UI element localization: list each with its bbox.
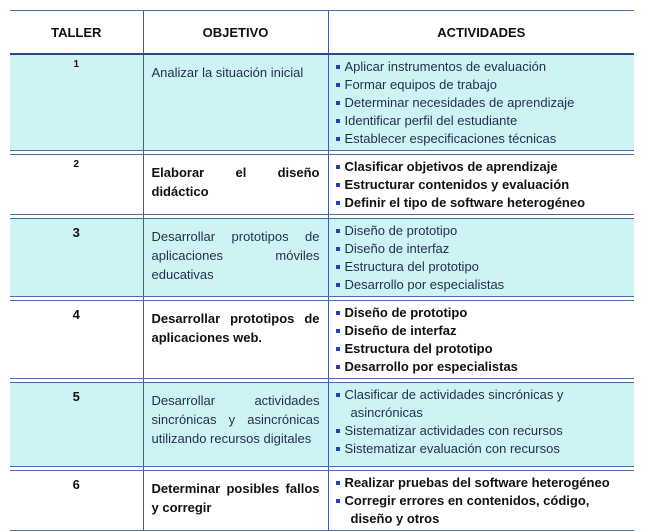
objetivo-cell: Desarrollar prototipos de aplicaciones móviles educativas xyxy=(143,219,328,297)
objetivo-cell: Desarrollar actividades sincrónicas y asincrónicas utilizando recursos digitales xyxy=(143,383,328,467)
list-item: Sistematizar actividades con recursos xyxy=(335,422,629,440)
taller-number: 2 xyxy=(10,155,143,215)
objetivo-cell: Determinar posibles fallos y corregir xyxy=(143,471,328,531)
taller-number: 3 xyxy=(10,219,143,297)
list-item: Diseño de prototipo xyxy=(335,304,629,322)
actividades-cell xyxy=(328,155,634,215)
list-item: Desarrollo por especialistas xyxy=(335,276,629,294)
actividades-cell xyxy=(328,219,634,297)
list-item: Estructura del prototipo xyxy=(335,258,629,276)
objetivo-cell: Elaborar el diseño didáctico xyxy=(143,155,328,215)
list-item: Determinar necesidades de aprendizaje xyxy=(335,94,629,112)
list-item: Diseño de interfaz xyxy=(335,322,629,340)
table-row xyxy=(10,301,634,379)
list-item: Clasificar objetivos de aprendizaje xyxy=(335,158,629,176)
list-item: Sistematizar evaluación con recursos xyxy=(335,440,629,458)
actividades-cell xyxy=(328,383,634,467)
list-item: Estructurar contenidos y evaluación xyxy=(335,176,629,194)
objetivo-cell: Desarrollar prototipos de aplicaciones web. xyxy=(143,301,328,379)
actividades-cell xyxy=(328,54,634,151)
taller-number: 1 xyxy=(10,54,143,151)
list-item: Formar equipos de trabajo xyxy=(335,76,629,94)
workshop-table-container xyxy=(10,10,634,531)
table-row xyxy=(10,54,634,151)
list-item-text: Clasificar de actividades sincrónicas y xyxy=(344,387,564,402)
list-item xyxy=(335,386,629,422)
list-item: Identificar perfil del estudiante xyxy=(335,112,629,130)
header-taller: TALLER xyxy=(10,11,143,55)
list-item: Diseño de prototipo xyxy=(335,222,629,240)
list-item: Definir el tipo de software heterogéneo xyxy=(335,194,629,212)
header-row xyxy=(10,11,634,55)
objetivo-cell: Analizar la situación inicial xyxy=(143,54,328,151)
actividades-cell xyxy=(328,301,634,379)
table-row xyxy=(10,383,634,467)
list-item: Diseño de interfaz xyxy=(335,240,629,258)
table-row xyxy=(10,471,634,531)
taller-number: 6 xyxy=(10,471,143,531)
actividades-cell xyxy=(328,471,634,531)
list-item xyxy=(335,492,629,528)
list-item: Aplicar instrumentos de evaluación xyxy=(335,58,629,76)
taller-number: 5 xyxy=(10,383,143,467)
header-objetivo: OBJETIVO xyxy=(143,11,328,55)
taller-number: 4 xyxy=(10,301,143,379)
list-item-continuation: diseño y otros xyxy=(350,511,440,526)
list-item: Estructura del prototipo xyxy=(335,340,629,358)
header-actividades: ACTIVIDADES xyxy=(328,11,634,55)
table-row xyxy=(10,219,634,297)
list-item-text: Corregir errores en contenidos, código, xyxy=(344,493,590,508)
table-row xyxy=(10,155,634,215)
list-item: Desarrollo por especialistas xyxy=(335,358,629,376)
list-item-continuation: asincrónicas xyxy=(350,405,423,420)
list-item: Establecer especificaciones técnicas xyxy=(335,130,629,148)
list-item: Realizar pruebas del software heterogéneo xyxy=(335,474,629,492)
workshop-table xyxy=(10,10,634,531)
